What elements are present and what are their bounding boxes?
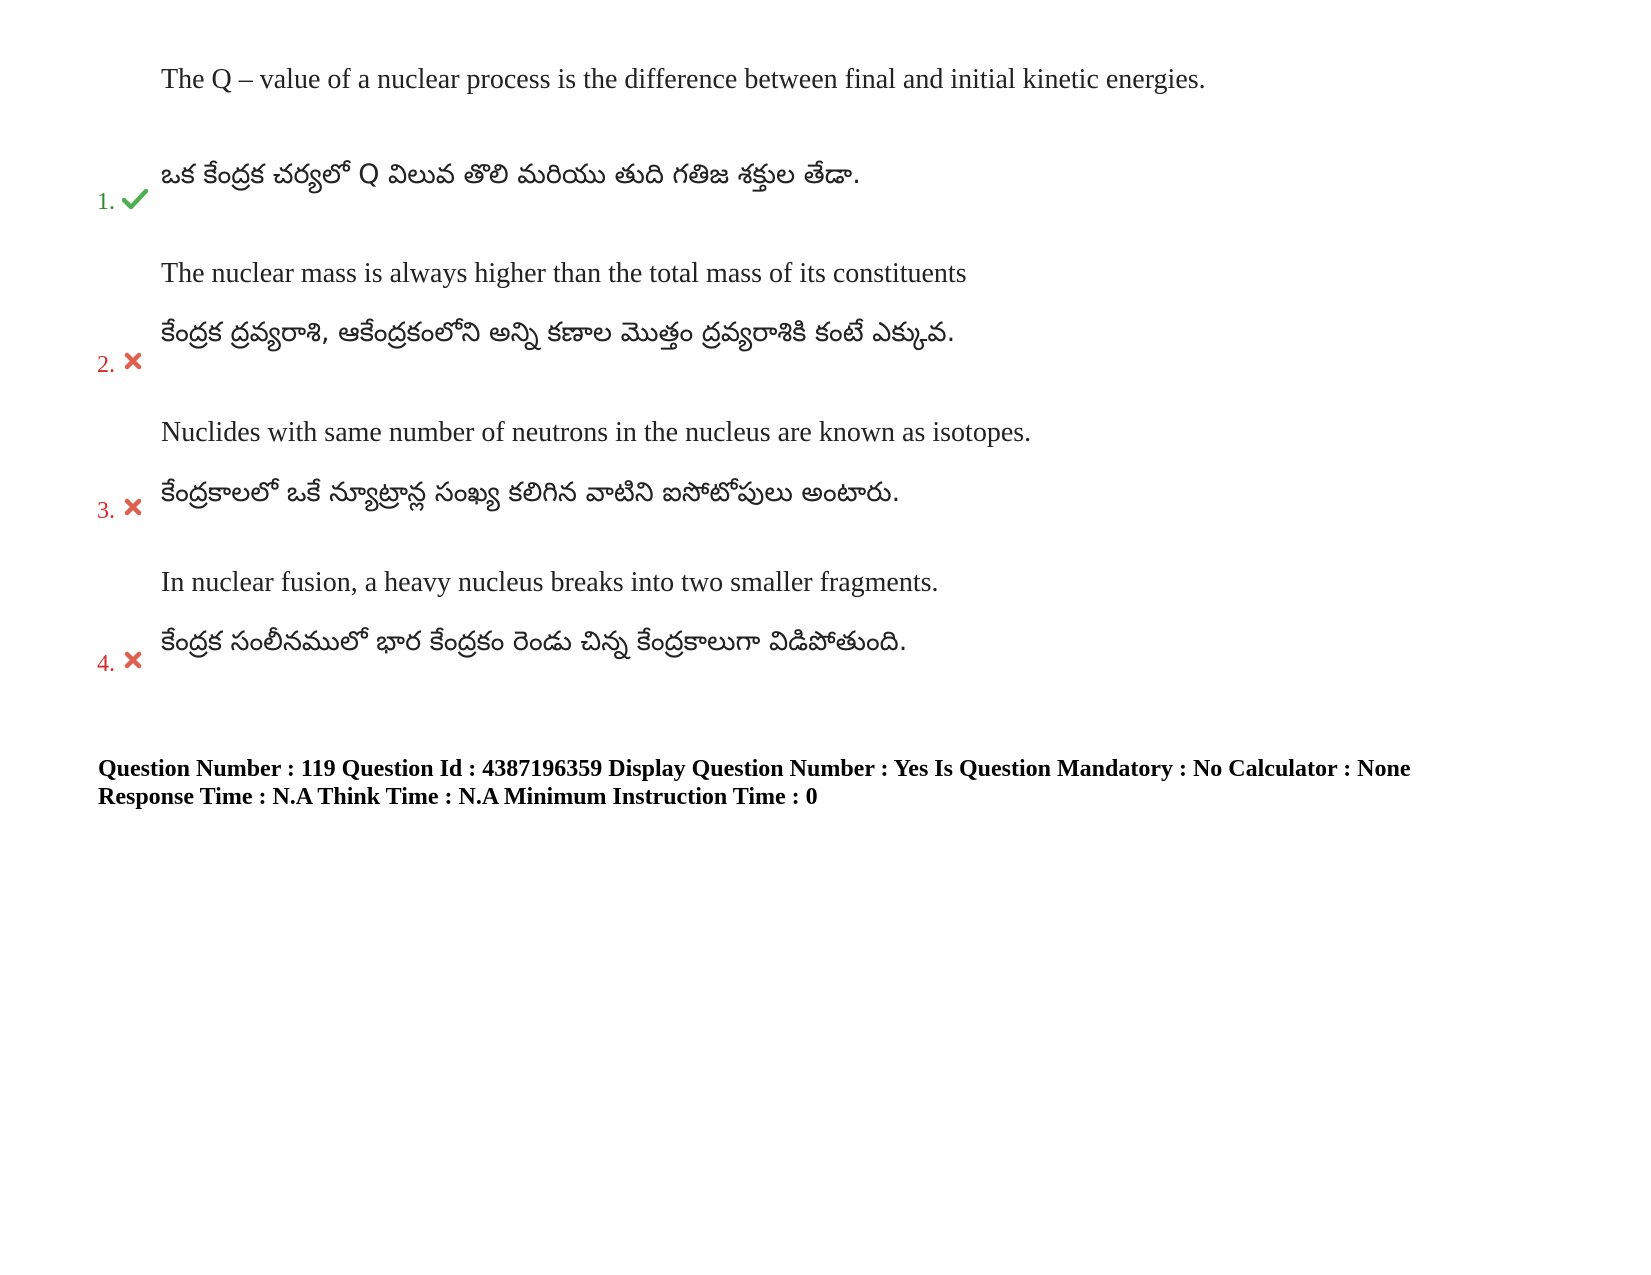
option-2-english-text: The nuclear mass is always higher than the total mass of its constituents [161,258,967,289]
option-3-number: 3. [97,498,115,524]
option-3-telugu-text: కేంద్రకాలలో ఒకే న్యూట్రాన్ల సంఖ్య కలిగిన వాటిని ఐసోటోపులు అంటారు. [161,477,901,508]
option-2-telugu-text: కేంద్రక ద్రవ్యరాశి, ఆకేంద్రకంలోని అన్ని కణాల మొత్తం ద్రవ్యరాశికి కంటే ఎక్కువ. [161,317,956,348]
cross-icon [122,350,148,376]
option-1-english-text: The Q – value of a nuclear process is the difference between final and initial kinetic energies. [161,64,1206,95]
check-icon [122,186,148,212]
option-4-number: 4. [97,651,115,677]
option-3-english-text: Nuclides with same number of neutrons in the nucleus are known as isotopes. [161,417,1032,448]
option-1-telugu-text: ఒక కేంద్రక చర్యలో Q విలువ తొలి మరియు తుది గతిజ శక్తుల తేడా. [161,159,861,190]
option-2-number: 2. [97,352,115,378]
option-4-english-text: In nuclear fusion, a heavy nucleus breaks into two smaller fragments. [161,567,939,598]
cross-icon [122,496,148,522]
question-meta-line-1: Question Number : 119 Question Id : 4387196359 Display Question Number : Yes Is Question Mandatory : No Calculator : None [98,756,1411,782]
cross-icon [122,649,148,675]
option-4-telugu-text: కేంద్రక సంలీనములో భార కేంద్రకం రెండు చిన్న కేంద్రకాలుగా విడిపోతుంది. [161,626,908,657]
question-meta-line-2: Response Time : N.A Think Time : N.A Minimum Instruction Time : 0 [98,784,818,810]
option-1-number: 1. [97,189,115,215]
